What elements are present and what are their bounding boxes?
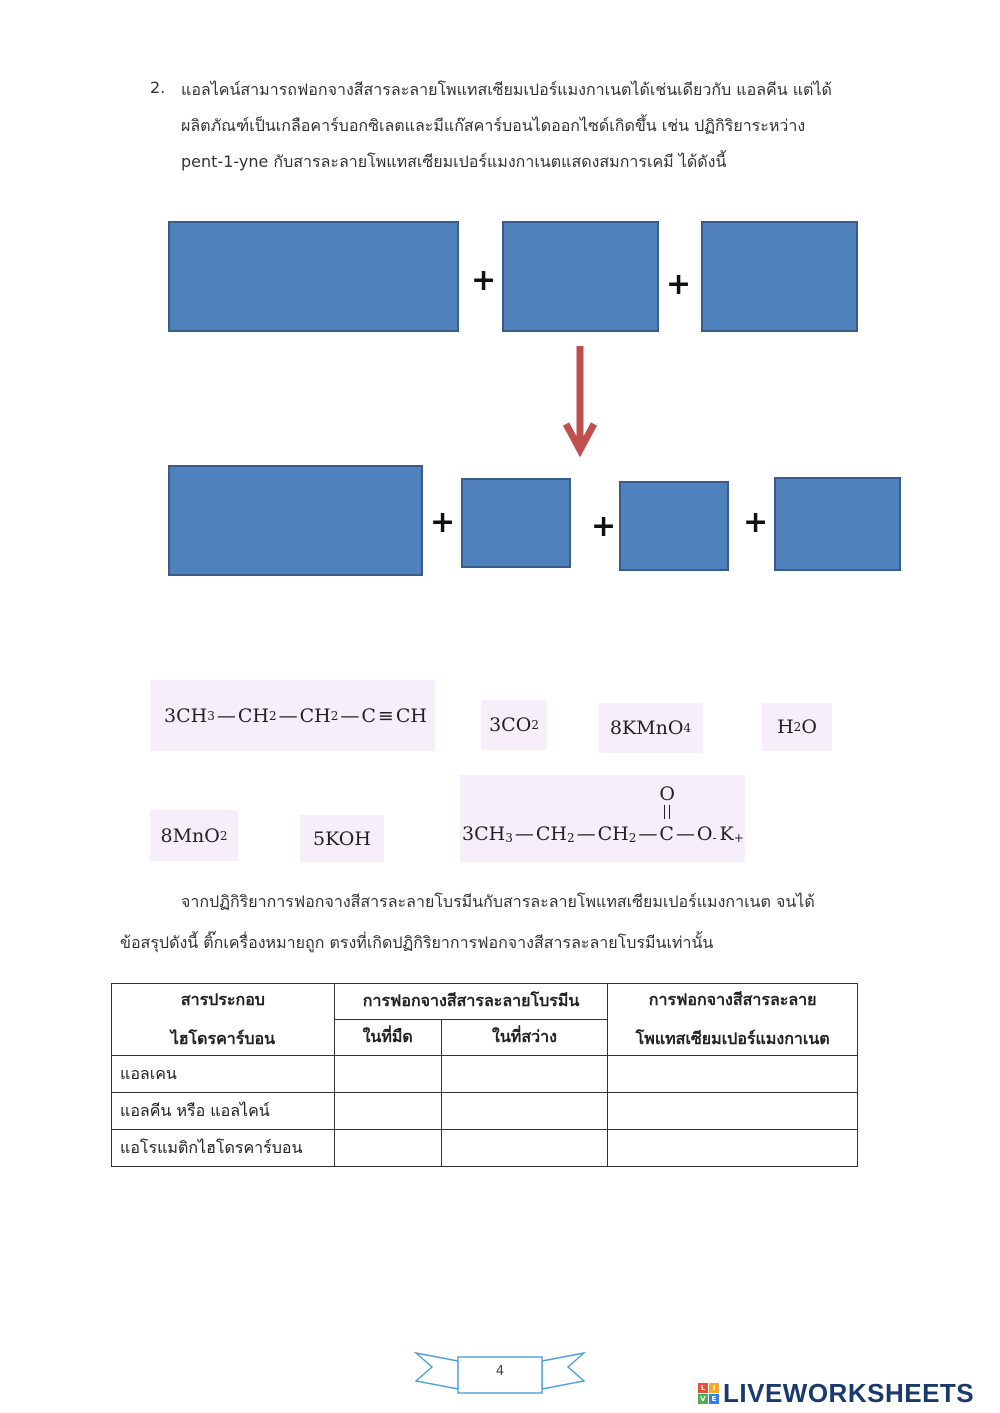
question-line-2: ผลิตภัณฑ์เป็นเกลือคาร์บอกซิเลตและมีแก๊สคาร์บอนไดออกไซด์เกิดขึ้น เช่น ปฏิกิริยาระหว่าง: [181, 116, 806, 135]
question-line-1: แอลไคน์สามารถฟอกจางสีสารละลายโพแทสเซียมเปอร์แมงกาเนตได้เช่นเดียวกับ แอลคีน แต่ได้: [181, 80, 832, 99]
check-cell-dark[interactable]: [334, 1056, 441, 1093]
header-text: การฟอกจางสีสารละลาย: [648, 989, 817, 1009]
reactant-slot-1[interactable]: [168, 221, 459, 332]
subscript: 2: [531, 718, 539, 732]
single-bond: —: [216, 704, 236, 727]
chip-co2[interactable]: [481, 700, 547, 750]
check-cell-light[interactable]: [441, 1056, 608, 1093]
subscript: 2: [628, 831, 637, 845]
plus-sign: +: [743, 505, 769, 540]
charge-sign: -: [712, 831, 717, 845]
header-light: ในที่สว่าง: [441, 1020, 608, 1056]
formula-text: CH: [535, 823, 567, 845]
reactant-slot-3[interactable]: [701, 221, 858, 332]
header-text: สารประกอบ: [180, 989, 265, 1009]
table-row: [112, 1130, 858, 1167]
header-text: ไฮโดรคาร์บอน: [170, 1028, 276, 1048]
question-number: 2.: [150, 78, 166, 97]
formula-text: 5KOH: [313, 827, 371, 850]
formula-text: 3CH: [462, 823, 506, 845]
product-slot-1[interactable]: [168, 465, 423, 576]
header-bromine: การฟอกจางสีสารละลายโบรมีน: [334, 984, 608, 1020]
result-table: [111, 983, 858, 1167]
conclusion-line-1: จากปฏิกิริยาการฟอกจางสีสารละลายโบรมีนกับสารละลายโพแทสเซียมเปอร์แมงกาเนต จนได้: [181, 892, 815, 911]
check-cell-light[interactable]: [441, 1093, 608, 1130]
header-text: โพแทสเซียมเปอร์แมงกาเนต: [635, 1028, 830, 1048]
chip-mno2[interactable]: [150, 810, 238, 861]
formula-text: CH: [299, 704, 331, 727]
carbonyl-group: [659, 783, 675, 845]
subscript: 2: [566, 831, 575, 845]
check-cell-light[interactable]: [441, 1130, 608, 1167]
formula-text: 8KMnO: [609, 717, 684, 739]
single-bond: —: [514, 823, 534, 845]
row-label: แอโรแมติกไฮโดรคาร์บอน: [112, 1130, 335, 1167]
formula-text: CH: [395, 704, 427, 727]
chip-kmno4[interactable]: [598, 703, 703, 753]
chip-pentyne[interactable]: [150, 680, 435, 751]
single-bond: —: [340, 704, 360, 727]
page-number: 4: [495, 1364, 505, 1379]
check-cell-permanganate[interactable]: [608, 1093, 858, 1130]
table-row: [112, 1093, 858, 1130]
plus-sign: +: [591, 509, 617, 544]
formula-text: C: [361, 704, 376, 727]
subscript: 2: [330, 708, 339, 723]
formula-text: CH: [237, 704, 269, 727]
row-label: แอลเคน: [112, 1056, 335, 1093]
formula-text: 8MnO: [160, 824, 220, 847]
subscript: 4: [683, 721, 692, 735]
plus-sign: +: [471, 263, 497, 298]
check-cell-dark[interactable]: [334, 1093, 441, 1130]
product-slot-4[interactable]: [774, 477, 901, 571]
chip-h2o[interactable]: [762, 703, 832, 751]
single-bond: —: [675, 823, 695, 845]
plus-sign: +: [666, 267, 692, 302]
brand-name: LIVEWORKSHEETS: [723, 1378, 975, 1408]
conclusion-line-2: ข้อสรุปดังนี้ ติ๊กเครื่องหมายถูก ตรงที่เกิดปฏิกิริยาการฟอกจางสีสารละลายโบรมีนเท่านั้น: [120, 933, 714, 952]
chip-koh[interactable]: [300, 815, 384, 862]
single-bond: —: [278, 704, 298, 727]
logo-letter: E: [709, 1394, 719, 1404]
subscript: 3: [505, 831, 513, 845]
subscript: 3: [207, 708, 215, 723]
logo-letter: L: [698, 1383, 708, 1393]
logo-letter: I: [709, 1383, 719, 1393]
carbonyl-carbon: C: [659, 823, 674, 845]
header-dark: ในที่มืด: [334, 1020, 441, 1056]
check-cell-permanganate[interactable]: [608, 1056, 858, 1093]
triple-bond: ≡: [377, 704, 394, 727]
logo-letter: V: [698, 1394, 708, 1404]
row-label: แอลคีน หรือ แอลไคน์: [112, 1093, 335, 1130]
header-compound: [112, 984, 335, 1056]
subscript: 2: [219, 828, 228, 843]
formula-text: K: [719, 823, 734, 845]
single-bond: —: [576, 823, 596, 845]
check-cell-permanganate[interactable]: [608, 1130, 858, 1167]
reactant-slot-2[interactable]: [502, 221, 659, 332]
product-slot-2[interactable]: [461, 478, 571, 568]
formula-text: O: [696, 823, 713, 845]
charge-sign: +: [733, 831, 744, 845]
formula-text: H: [777, 716, 794, 738]
subscript: 2: [793, 720, 802, 734]
double-bond: [664, 805, 670, 819]
liveworksheets-logo-icon: [698, 1383, 719, 1404]
formula-text: 3CO: [489, 714, 532, 736]
single-bond: —: [638, 823, 658, 845]
formula-text: O: [801, 716, 817, 738]
carbonyl-oxygen: O: [659, 783, 675, 805]
formula-text: CH: [597, 823, 629, 845]
product-slot-3[interactable]: [619, 481, 729, 571]
check-cell-dark[interactable]: [334, 1130, 441, 1167]
header-permanganate: [608, 984, 858, 1056]
plus-sign: +: [430, 505, 456, 540]
brand-logo: [698, 1378, 974, 1409]
reaction-arrow-icon: [562, 344, 600, 460]
table-row: [112, 1056, 858, 1093]
chip-carboxylate[interactable]: [460, 775, 745, 862]
question-line-3: pent-1-yne กับสารละลายโพแทสเซียมเปอร์แมงกาเนตแสดงสมการเคมี ได้ดังนี้: [181, 152, 727, 171]
subscript: 2: [268, 708, 277, 723]
formula-text: 3CH: [164, 704, 208, 727]
